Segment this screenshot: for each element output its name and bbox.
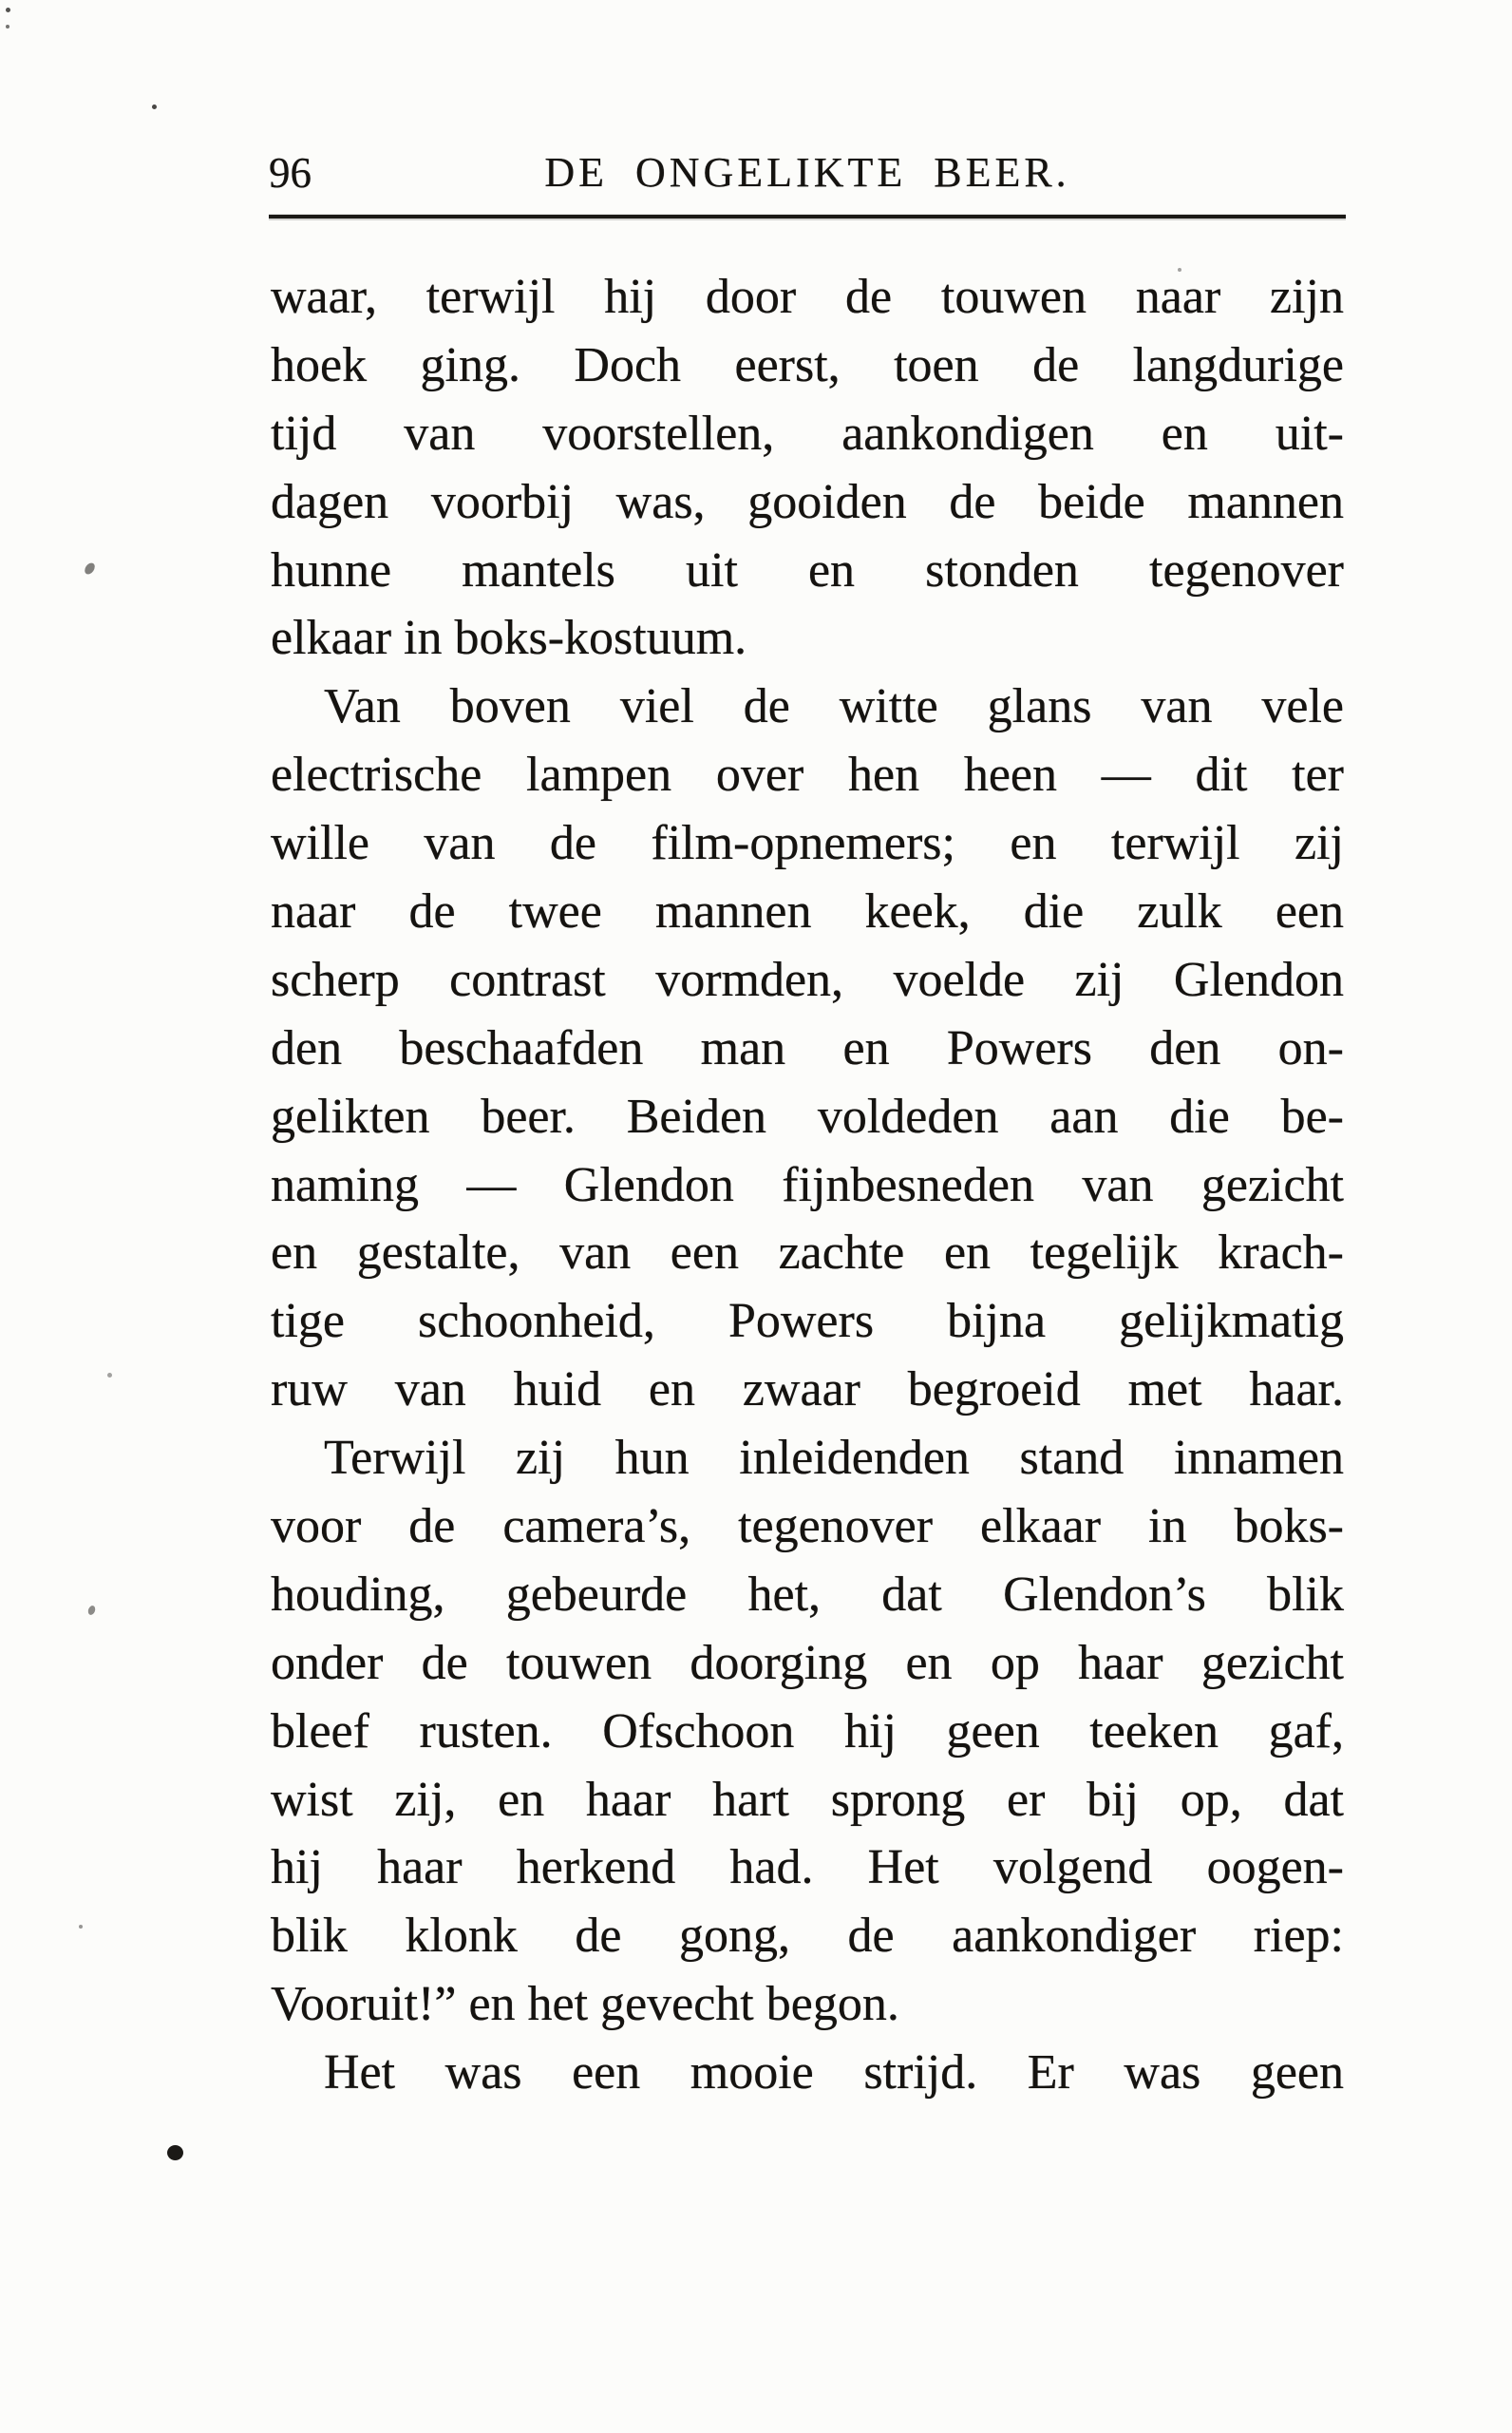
text-line: hij haar herkend had. Het volgend oogen- xyxy=(271,1840,1344,1895)
text-line: houding, gebeurde het, dat Glendon’s blik xyxy=(271,1567,1344,1622)
text-line: voor de camera’s, tegenover elkaar in boks- xyxy=(271,1499,1344,1554)
text-line: wist zij, en haar hart sprong er bij op, dat xyxy=(271,1772,1344,1827)
ink-speck xyxy=(87,1605,97,1616)
text-line: Terwijl zij hun inleidenden stand innamen xyxy=(324,1431,1344,1486)
text-line: elkaar in boks-kostuum. xyxy=(271,611,747,666)
ink-speck xyxy=(167,2145,183,2160)
text-line: hunne mantels uit en stonden tegenover xyxy=(271,542,1344,598)
text-line: naming — Glendon fijnbesneden van gezicht xyxy=(271,1157,1344,1212)
ink-speck xyxy=(79,1925,83,1929)
ink-speck xyxy=(83,561,97,577)
text-line: ruw van huid en zwaar begroeid met haar. xyxy=(271,1362,1344,1417)
text-line: dagen voorbij was, gooiden de beide mannen xyxy=(271,474,1344,529)
ink-speck xyxy=(6,8,10,12)
text-line: tige schoonheid, Powers bijna gelijkmatig xyxy=(271,1294,1344,1349)
text-line: waar, terwijl hij door de touwen naar zijn xyxy=(271,270,1344,324)
text-line: tijd van voorstellen, aankondigen en uit- xyxy=(271,406,1344,461)
text-line: en gestalte, van een zachte en tegelijk krach- xyxy=(271,1226,1344,1281)
text-line: bleef rusten. Ofschoon hij geen teeken gaf, xyxy=(271,1703,1344,1758)
ink-speck xyxy=(1178,268,1181,272)
text-line: hoek ging. Doch eerst, toen de langdurige xyxy=(271,337,1344,392)
text-line: naar de twee mannen keek, die zulk een xyxy=(271,884,1344,940)
text-line: gelikten beer. Beiden voldeden aan die be- xyxy=(271,1089,1344,1144)
text-line: blik klonk de gong, de aankondiger riep: xyxy=(271,1909,1344,1964)
running-title: DE ONGELIKTE BEER. xyxy=(544,149,1070,196)
page-header xyxy=(269,148,1346,203)
text-line: Vooruit!” en het gevecht begon. xyxy=(271,1977,899,2032)
ink-speck xyxy=(107,1373,112,1378)
text-line: electrische lampen over hen heen — dit ter xyxy=(271,748,1344,803)
text-line: onder de touwen doorging en op haar gezicht xyxy=(271,1635,1344,1690)
ink-speck xyxy=(152,105,157,109)
text-line: wille van de film-opnemers; en terwijl zij xyxy=(271,816,1344,871)
text-line: Het was een mooie strijd. Er was geen xyxy=(324,2045,1344,2100)
text-line: Van boven viel de witte glans van vele xyxy=(324,679,1344,734)
body-text xyxy=(271,263,1344,2107)
text-line: den beschaafden man en Powers den on- xyxy=(271,1020,1344,1075)
ink-speck xyxy=(6,25,9,29)
header-rule xyxy=(269,215,1346,219)
page-number: 96 xyxy=(269,149,312,197)
text-line: scherp contrast vormden, voelde zij Glendon xyxy=(271,952,1344,1007)
